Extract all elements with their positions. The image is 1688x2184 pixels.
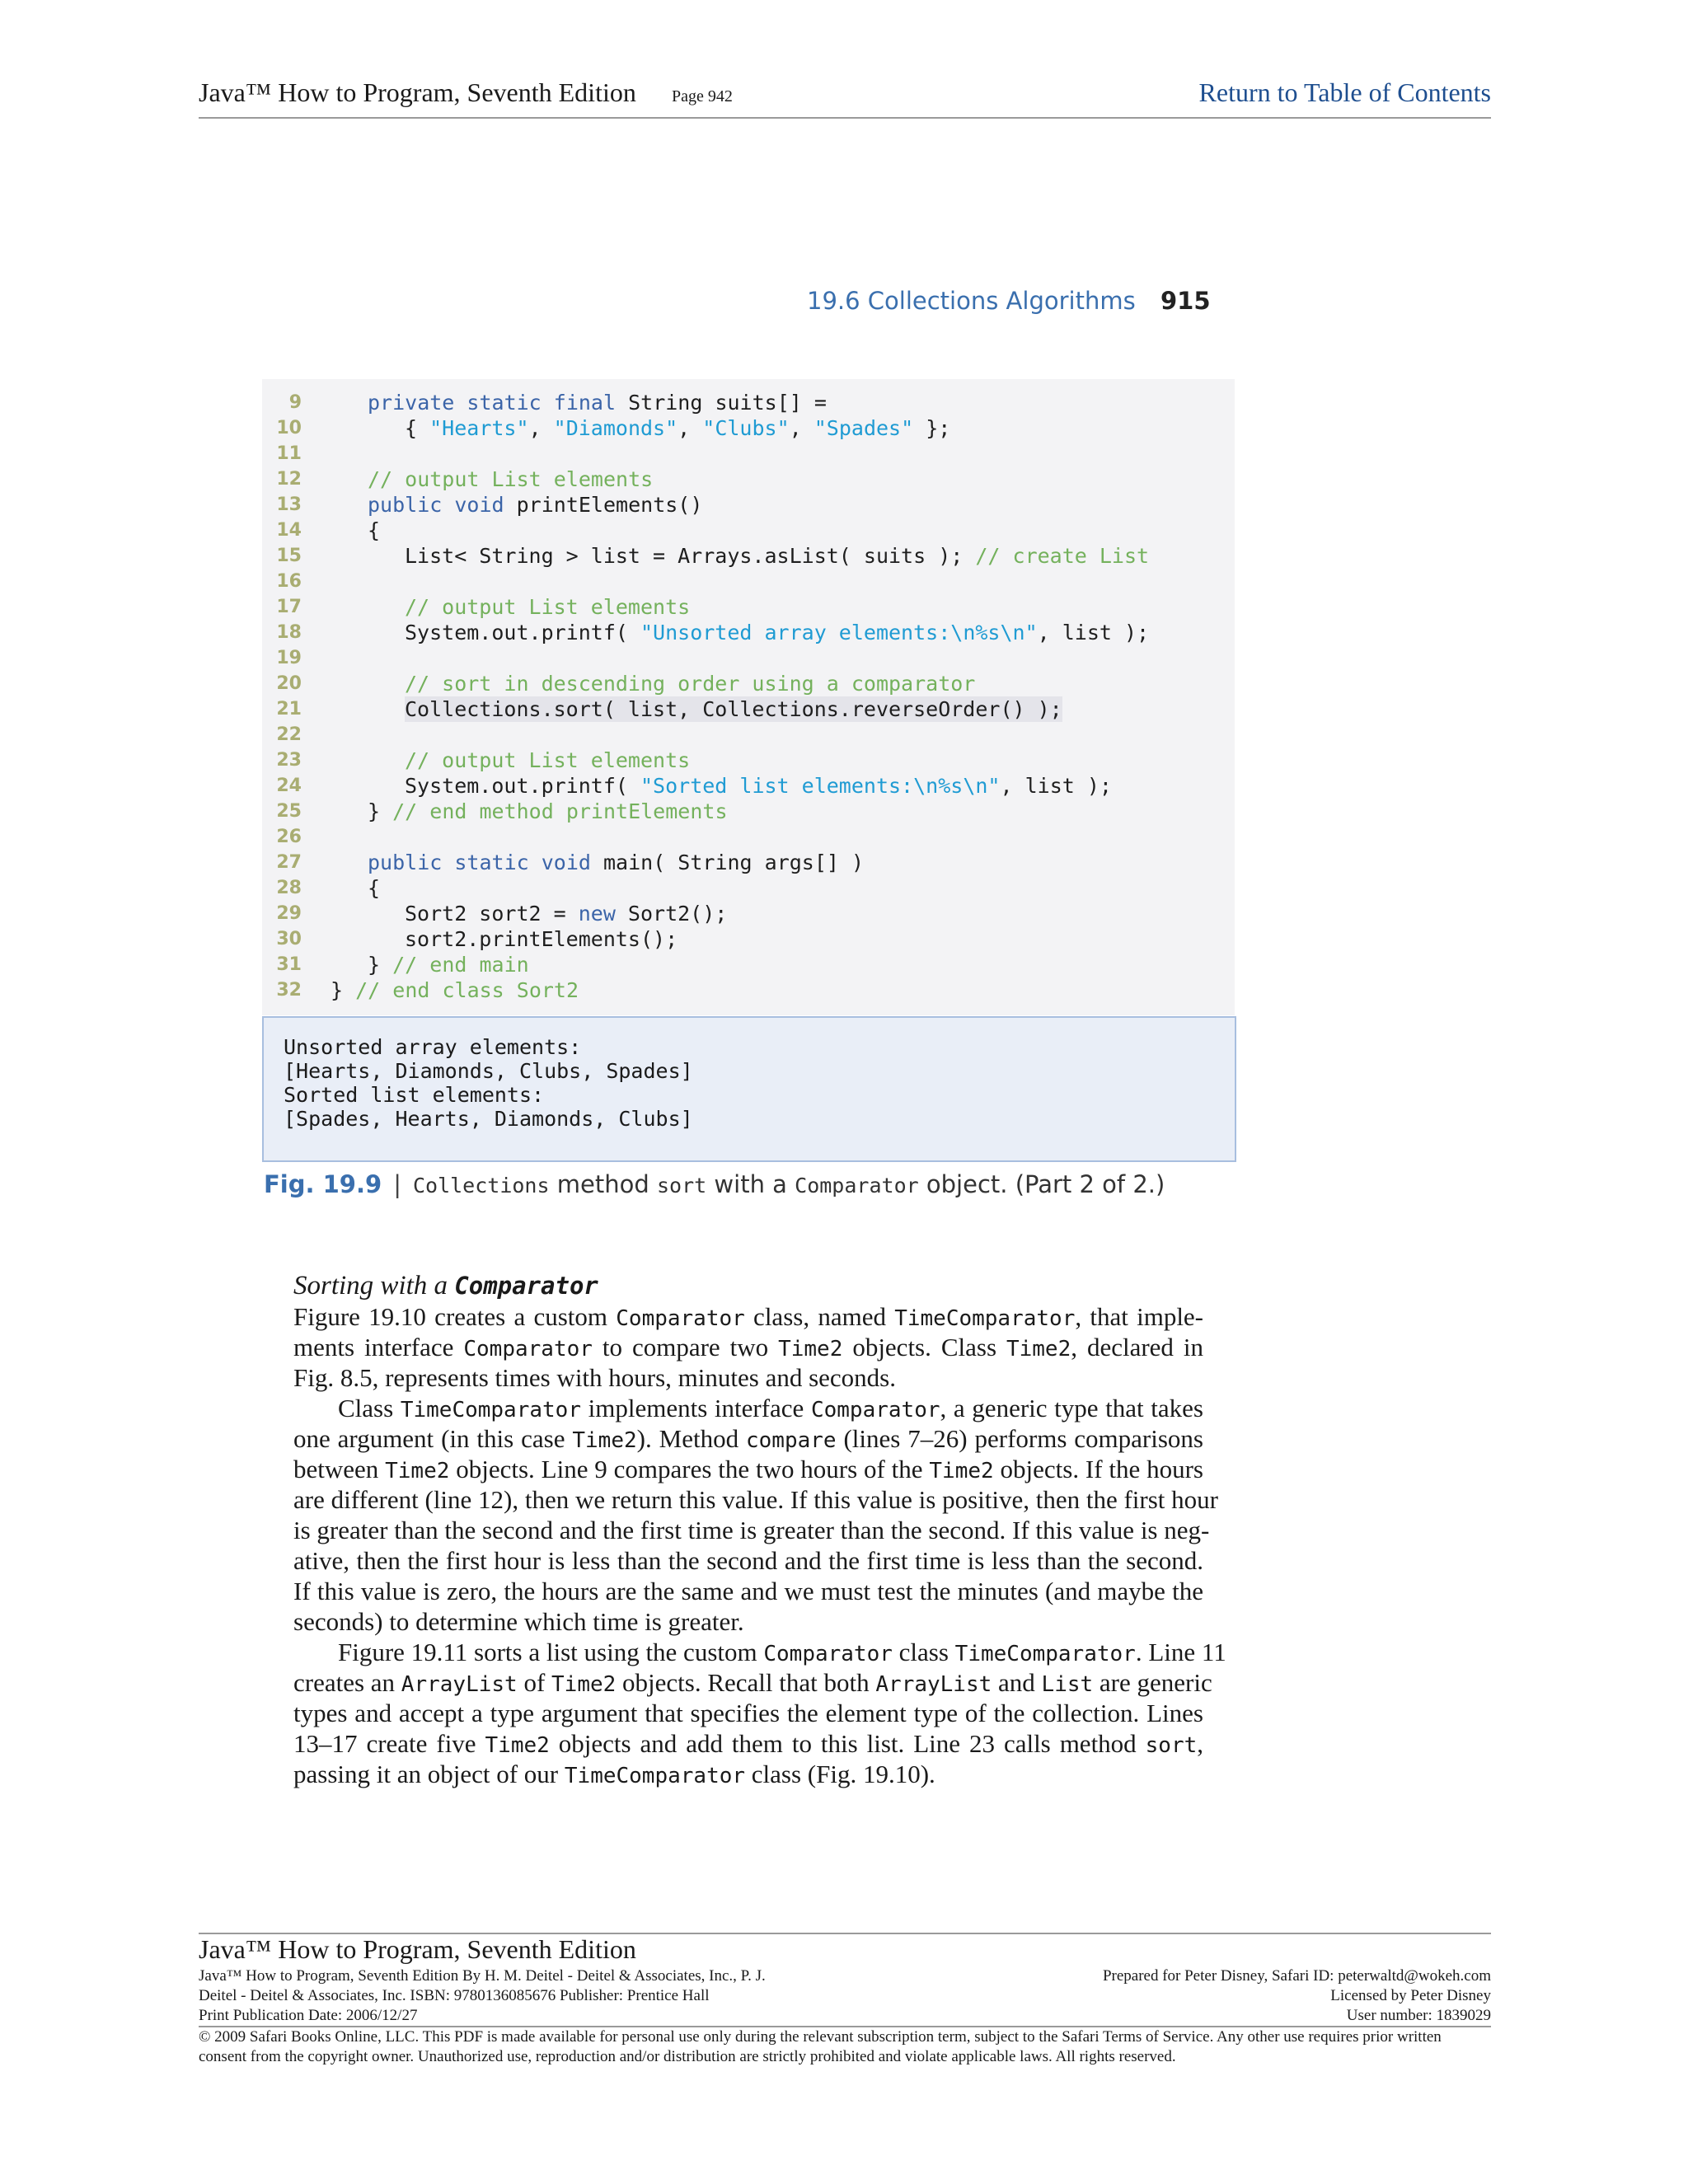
footer-copyright: © 2009 Safari Books Online, LLC. This PDF is made available for personal use only during the relevant subscription term, subject to the Safari Terms of Service. Any other use requires prior written consent from the copyright owner. Unauthorized use, reproduction and/or distribution are strictly prohibited and violate applicable laws. All rights reserved. [199,2028,1442,2065]
line-number: 20 [276,673,302,694]
line-number: 28 [276,878,302,898]
line-number: 10 [276,418,302,438]
output-line: [Hearts, Diamonds, Clubs, Spades] [284,1059,693,1083]
paragraph-line: one argument (in this case Time2). Method compare (lines 7–26) performs comparisons [293,1424,1203,1453]
page-reference: Page 942 [672,87,733,105]
line-number: 15 [276,546,302,566]
line-number: 17 [276,597,302,617]
paragraph-line: 13–17 create five Time2 objects and add them to this list. Line 23 calls method sort, [293,1729,1204,1758]
book-title: Java™ How to Program, Seventh Edition [199,77,636,107]
line-number: 26 [276,827,302,847]
line-number: 9 [288,392,302,413]
footer-prepared-for: Prepared for Peter Disney, Safari ID: peterwaltd@wokeh.com [1102,1967,1491,1985]
paragraph-line: passing it an object of our TimeComparator class (Fig. 19.10). [293,1760,935,1788]
paragraph-line: ments interface Comparator to compare two Time2 objects. Class Time2, declared in [293,1333,1203,1361]
paragraph-line: Figure 19.11 sorts a list using the custom Comparator class TimeComparator. Line 11 [338,1638,1226,1666]
line-number: 31 [276,954,302,975]
highlighted-code: Collections.sort( list, Collections.reverseOrder() ); [405,697,1062,721]
line-number: 11 [276,443,302,464]
line-number: 18 [276,622,302,643]
footer-book-info: Java™ How to Program, Seventh Edition By H. M. Deitel - Deitel & Associates, Inc., P. J. [199,1967,766,1985]
figure-label: Fig. 19.9 [264,1170,382,1198]
line-number: 19 [276,648,302,668]
output-line: [Spades, Hearts, Diamonds, Clubs] [284,1107,693,1131]
line-number: 30 [276,929,302,949]
line-number: 22 [276,724,302,745]
page-header [199,76,1491,119]
paragraph-line: types and accept a type argument that specifies the element type of the collection. Lines [293,1699,1203,1727]
line-number: 24 [276,776,302,796]
page-number: 915 [1160,287,1211,315]
footer-user-number: User number: 1839029 [1346,2007,1491,2024]
line-number: 12 [276,469,302,490]
output-line: Sorted list elements: [284,1083,545,1107]
footer-isbn-info: Deitel - Deitel & Associates, Inc. ISBN: 9780136085676 Publisher: Prentice Hall [199,1987,710,2004]
code-listing: 9 private static final String suits[] = 10 { "Hearts", "Diamonds", "Clubs", "Spades" }; 11 12 // output List elements 13 public void printElements() 14 { 15 List< String > list = Arrays.asList( suits ); // create List 16 17 // output List elements 18 System.out.printf( "Unsorted array elements:\n%s\n", list ); 19 20 // sort in descending order using a comparator 21 Collections.sort( list, Collections.reverseOrder() ); 22 23 // output List elements 24 System.out.printf( "Sorted list elements:\n%s\n", list ); 25 } // end method printElements 26 27 public static void main( String args[] ) 28 { 29 Sort2 sort2 = new Sort2(); 30 sort2.printElements(); 31 } // end main 32 } // end class Sort2 [262,379,1235,1015]
paragraph-line: seconds) to determine which time is greater. [293,1607,744,1636]
paragraph-line: Class TimeComparator implements interface Comparator, a generic type that takes [338,1394,1203,1422]
paragraph-line: between Time2 objects. Line 9 compares the two hours of the Time2 objects. If the hours [293,1455,1203,1483]
paragraph-line: is greater than the second and the first time is greater than the second. If this value is neg- [293,1516,1210,1544]
line-number: 21 [276,699,302,719]
footer-book-title: Java™ How to Program, Seventh Edition [199,1934,636,1964]
line-number: 16 [276,571,302,592]
paragraph-line: creates an ArrayList of Time2 objects. Recall that both ArrayList and List are generic [293,1668,1212,1697]
output-line: Unsorted array elements: [284,1035,582,1059]
section-heading: Sorting with a Comparator [293,1271,598,1301]
line-number: 25 [276,801,302,822]
paragraph-line: Fig. 8.5, represents times with hours, minutes and seconds. [293,1363,896,1392]
line-number: 27 [276,852,302,873]
paragraph-line: Figure 19.10 creates a custom Comparator class, named TimeComparator, that imple- [293,1302,1204,1331]
program-output [262,1016,1236,1162]
paragraph-line: If this value is zero, the hours are the same and we must test the minutes (and maybe the [293,1577,1203,1605]
line-number: 13 [276,494,302,515]
line-number: 14 [276,520,302,541]
footer-licensed-by: Licensed by Peter Disney [1330,1987,1491,2004]
line-number: 23 [276,750,302,771]
paragraph-line: ative, then the first hour is less than the second and the first time is less than the second. [293,1546,1203,1575]
running-head-section: 19.6 Collections Algorithms [807,287,1136,315]
line-number: 29 [276,903,302,924]
figure-caption: Fig. 19.9 | Collections method sort with a Comparator object. (Part 2 of 2.) [264,1170,1165,1198]
return-to-toc-link[interactable]: Return to Table of Contents [1198,77,1491,107]
line-number: 32 [276,980,302,1001]
paragraph-line: are different (line 12), then we return this value. If this value is positive, then the first hour [293,1485,1218,1514]
footer-publication-date: Print Publication Date: 2006/12/27 [199,2007,418,2024]
